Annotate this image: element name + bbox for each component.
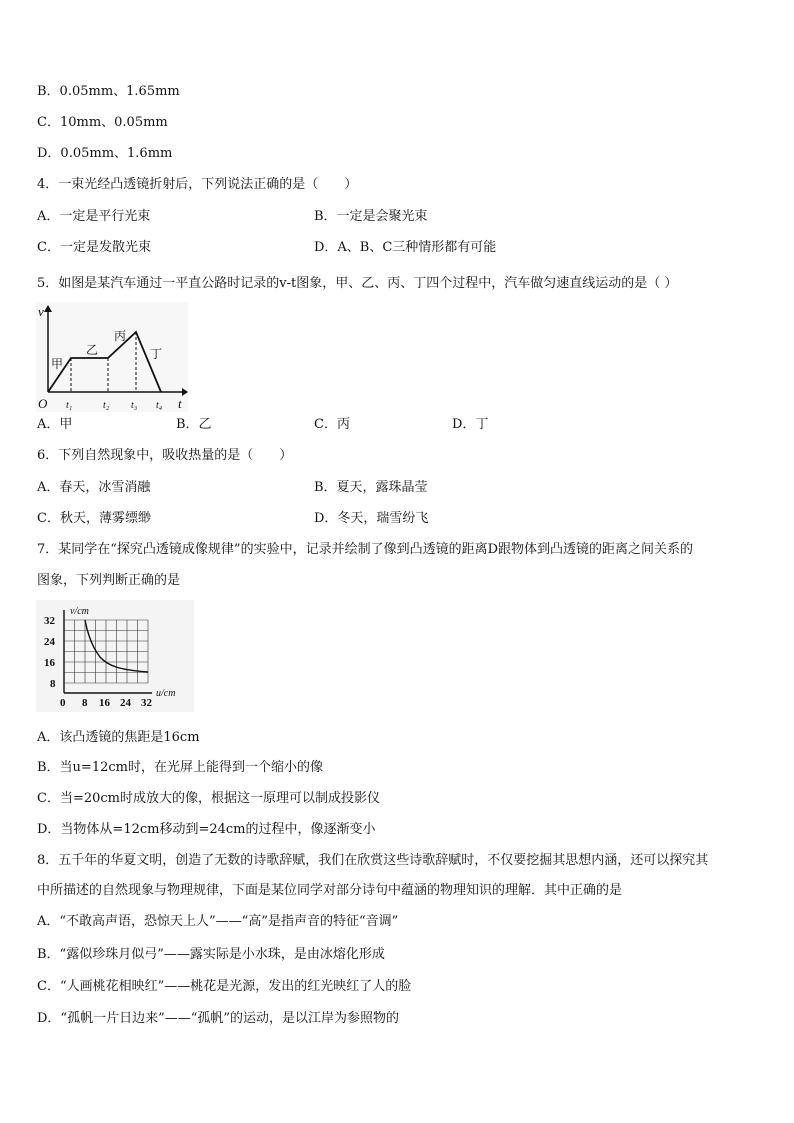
tick-t2: t₂ [103,400,110,411]
q3-option-c: C．10mm、0.05mm [37,115,168,130]
tick-t1: t₁ [66,400,73,411]
y-tick-24: 24 [44,636,55,648]
q5-stem: 5．如图是某汽车通过一平直公路时记录的v-t图象，甲、乙、丙、丁四个过程中，汽车做匀速直线运动的是（ ） [37,276,678,291]
q8-option-b: B．“露似珍珠月似弓”——露实际是小水珠，是由冰熔化形成 [37,947,385,962]
uv-graph-figure [36,600,194,712]
uv-ylabel: v/cm [70,606,89,617]
q5-option-d: D．丁 [452,417,489,432]
q4-option-c: C．一定是发散光束 [37,240,151,255]
x-tick-16: 16 [99,697,110,709]
tick-t3: t₃ [131,400,138,411]
q4-option-b: B．一定是会聚光束 [314,209,428,224]
uv-xlabel: u/cm [156,688,176,699]
x-tick-24: 24 [120,697,131,709]
uv-graph [36,600,194,712]
x-tick-32: 32 [141,697,152,709]
q3-option-d: D．0.05mm、1.6mm [37,146,173,161]
q7-option-d: D．当物体从=12cm移动到=24cm的过程中，像逐渐变小 [37,822,376,837]
y-tick-16: 16 [44,657,55,669]
q4-option-d: D．A、B、C三种情形都有可能 [314,240,497,255]
q5-option-a: A．甲 [37,417,73,432]
q5-option-c: C．丙 [314,417,350,432]
segment-label-ding: 丁 [150,347,163,361]
q6-option-b: B．夏天，露珠晶莹 [314,480,428,495]
q4-option-a: A．一定是平行光束 [37,209,151,224]
q7-stem-line1: 7．某同学在“探究凸透镜成像规律”的实验中，记录并绘制了像到凸透镜的距离D跟物体到凸透镜的距离之间关系的 [37,542,693,557]
q6-option-a: A．春天，冰雪消融 [37,480,151,495]
t-axis-label: t [178,396,182,411]
y-tick-32: 32 [44,615,55,627]
segment-label-jia: 甲 [51,357,64,371]
q8-option-a: A．“不敢高声语，恐惊天上人”——“高”是指声音的特征“音调” [37,914,399,929]
segment-label-yi: 乙 [86,343,99,357]
q4-stem: 4．一束光经凸透镜折射后，下列说法正确的是（ ） [37,177,358,192]
q7-option-c: C．当=20cm时成放大的像，根据这一原理可以制成投影仪 [37,791,380,806]
q7-option-a: A．该凸透镜的焦距是16cm [37,730,200,745]
q8-stem-line1: 8．五千年的华夏文明，创造了无数的诗歌辞赋，我们在欣赏这些诗歌辞赋时，不仅要挖掘其思想内涵，还可以探究其 [37,853,709,868]
q3-option-b: B．0.05mm、1.65mm [37,84,180,99]
q5-option-b: B．乙 [176,417,212,432]
q8-option-c: C．“人画桃花相映红”——桃花是光源，发出的红光映红了人的脸 [37,979,412,994]
q7-option-b: B．当u=12cm时，在光屏上能得到一个缩小的像 [37,760,323,775]
y-tick-8: 8 [50,678,56,690]
vt-graph [36,302,188,412]
q6-option-c: C．秋天，薄雾缥缈 [37,511,151,526]
origin-label: O [38,396,48,411]
q8-option-d: D．“孤帆一片日边来”——“孤帆”的运动，是以江岸为参照物的 [37,1011,400,1026]
segment-label-bing: 丙 [114,329,127,343]
v-axis-label: v [38,304,44,319]
q7-stem-line2: 图象，下列判断正确的是 [37,573,181,588]
x-tick-8: 8 [82,697,88,709]
q6-option-d: D．冬天，瑞雪纷飞 [314,511,429,526]
vt-graph-figure [36,302,188,412]
q6-stem: 6．下列自然现象中，吸收热量的是（ ） [37,448,293,463]
x-tick-0: 0 [60,697,66,709]
tick-t4: t₄ [156,400,163,411]
q8-stem-line2: 中所描述的自然现象与物理规律，下面是某位同学对部分诗句中蕴涵的物理知识的理解．其中正确的是 [37,883,623,898]
